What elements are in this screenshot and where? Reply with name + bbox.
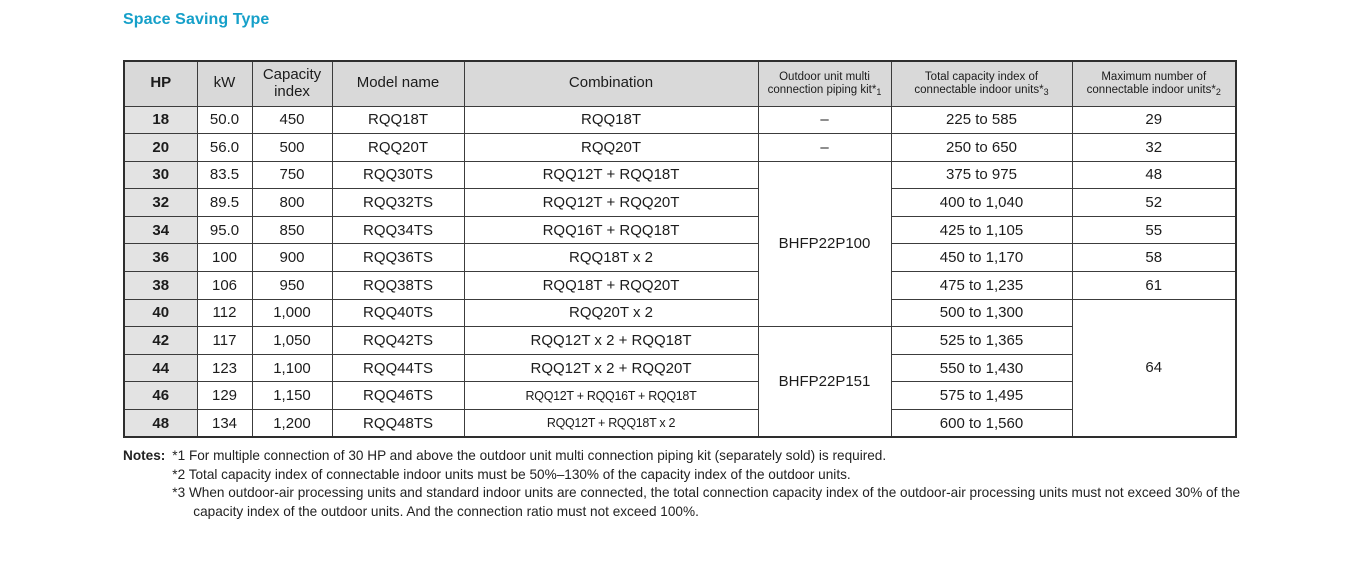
- cell-model-name: RQQ20T: [332, 134, 464, 162]
- column-header-piping-kit: Outdoor unit multi connection piping $kit*_1$: [758, 61, 891, 106]
- cell-combination: RQQ20T: [464, 134, 758, 162]
- cell-max-number: 55: [1072, 216, 1236, 244]
- table-row-hp-34: [124, 216, 1236, 244]
- cell-total-capacity: 400 to 1,040: [891, 189, 1072, 217]
- table-body: [124, 106, 1236, 437]
- cell-combination: RQQ12T x 2 + RQQ18T: [464, 327, 758, 355]
- cell-kw: 89.5: [197, 189, 252, 217]
- cell-kw: 95.0: [197, 216, 252, 244]
- table-row-hp-48: [124, 410, 1236, 438]
- column-header-hp: HP: [124, 61, 197, 106]
- cell-total-capacity: 450 to 1,170: [891, 244, 1072, 272]
- cell-kw: 56.0: [197, 134, 252, 162]
- cell-piping-kit: –: [758, 134, 891, 162]
- cell-capacity-index: 450: [252, 106, 332, 134]
- table-row-hp-20: [124, 134, 1236, 162]
- cell-model-name: RQQ44TS: [332, 354, 464, 382]
- cell-model-name: RQQ48TS: [332, 410, 464, 438]
- cell-max-number: 58: [1072, 244, 1236, 272]
- note-item-ref: *1: [172, 448, 189, 463]
- cell-kw: 100: [197, 244, 252, 272]
- cell-combination: RQQ12T + RQQ18T: [464, 161, 758, 189]
- cell-model-name: RQQ38TS: [332, 272, 464, 300]
- cell-piping-kit: BHFP22P151: [758, 327, 891, 437]
- cell-total-capacity: 375 to 975: [891, 161, 1072, 189]
- cell-total-capacity: 575 to 1,495: [891, 382, 1072, 410]
- cell-combination: RQQ18T: [464, 106, 758, 134]
- cell-hp: 40: [124, 299, 197, 327]
- cell-combination: RQQ12T x 2 + RQQ20T: [464, 354, 758, 382]
- table-row-hp-46: [124, 382, 1236, 410]
- cell-max-number: 61: [1072, 272, 1236, 300]
- cell-capacity-index: 500: [252, 134, 332, 162]
- column-header-max-number: Maximum number of connectable indoor $units*_2$: [1072, 61, 1236, 106]
- note-item-2: *2 Total capacity index of connectable indoor units must be 50%–130% of the capacity index of the outdoor units.: [172, 466, 851, 482]
- cell-model-name: RQQ30TS: [332, 161, 464, 189]
- note-ref-marker: $*_1$: [871, 83, 882, 97]
- cell-combination: RQQ12T + RQQ16T + RQQ18T: [464, 382, 758, 410]
- note-item-ref: *3: [172, 485, 189, 501]
- cell-hp: 46: [124, 382, 197, 410]
- cell-combination: RQQ12T + RQQ18T x 2: [464, 410, 758, 438]
- cell-kw: 123: [197, 354, 252, 382]
- cell-kw: 50.0: [197, 106, 252, 134]
- cell-hp: 30: [124, 161, 197, 189]
- page-title: Space Saving Type: [123, 11, 270, 28]
- space-saving-type-table: [123, 60, 1237, 438]
- column-header-combination: Combination: [464, 61, 758, 106]
- cell-model-name: RQQ34TS: [332, 216, 464, 244]
- cell-hp: 42: [124, 327, 197, 355]
- table-row-hp-40: [124, 299, 1236, 327]
- cell-hp: 20: [124, 134, 197, 162]
- cell-model-name: RQQ40TS: [332, 299, 464, 327]
- column-header-model-name: Model name: [332, 61, 464, 106]
- cell-kw: 134: [197, 410, 252, 438]
- cell-max-number: 64: [1072, 299, 1236, 437]
- cell-total-capacity: 500 to 1,300: [891, 299, 1072, 327]
- note-item-3: *3 When outdoor-air processing units and standard indoor units are connected, the total connection capacity index of the outdoor-air processing units must not exceed 30% of the capacity index of the outdoor units. And the connection ratio must not exceed 100%.: [172, 485, 1241, 519]
- cell-capacity-index: 750: [252, 161, 332, 189]
- cell-hp: 36: [124, 244, 197, 272]
- cell-total-capacity: 425 to 1,105: [891, 216, 1072, 244]
- cell-hp: 48: [124, 410, 197, 438]
- cell-kw: 83.5: [197, 161, 252, 189]
- cell-model-name: RQQ36TS: [332, 244, 464, 272]
- cell-total-capacity: 475 to 1,235: [891, 272, 1072, 300]
- cell-combination: RQQ18T + RQQ20T: [464, 272, 758, 300]
- notes-section: [123, 447, 1243, 521]
- cell-hp: 32: [124, 189, 197, 217]
- cell-model-name: RQQ46TS: [332, 382, 464, 410]
- cell-hp: 34: [124, 216, 197, 244]
- cell-piping-kit: BHFP22P100: [758, 161, 891, 327]
- cell-combination: RQQ18T x 2: [464, 244, 758, 272]
- cell-max-number: 29: [1072, 106, 1236, 134]
- table-row-hp-38: [124, 272, 1236, 300]
- cell-capacity-index: 1,150: [252, 382, 332, 410]
- cell-piping-kit: –: [758, 106, 891, 134]
- cell-capacity-index: 1,200: [252, 410, 332, 438]
- cell-combination: RQQ12T + RQQ20T: [464, 189, 758, 217]
- column-header-kw: kW: [197, 61, 252, 106]
- cell-total-capacity: 550 to 1,430: [891, 354, 1072, 382]
- cell-capacity-index: 950: [252, 272, 332, 300]
- table-row-hp-30: [124, 161, 1236, 189]
- cell-kw: 129: [197, 382, 252, 410]
- cell-combination: RQQ16T + RQQ18T: [464, 216, 758, 244]
- cell-hp: 38: [124, 272, 197, 300]
- table-row-hp-18: [124, 106, 1236, 134]
- notes-label: Notes:: [123, 448, 166, 463]
- cell-total-capacity: 525 to 1,365: [891, 327, 1072, 355]
- table-header: [124, 61, 1236, 106]
- note-item-ref: *2: [172, 466, 189, 482]
- table-row-hp-42: [124, 327, 1236, 355]
- cell-kw: 112: [197, 299, 252, 327]
- note-ref-marker: $*_3$: [1039, 83, 1049, 97]
- cell-capacity-index: 1,050: [252, 327, 332, 355]
- cell-capacity-index: 1,000: [252, 299, 332, 327]
- cell-capacity-index: 850: [252, 216, 332, 244]
- cell-model-name: RQQ32TS: [332, 189, 464, 217]
- cell-capacity-index: 900: [252, 244, 332, 272]
- cell-capacity-index: 1,100: [252, 354, 332, 382]
- column-header-capacity-index: Capacity index: [252, 61, 332, 106]
- cell-model-name: RQQ42TS: [332, 327, 464, 355]
- cell-kw: 106: [197, 272, 252, 300]
- table-header-row: [124, 61, 1236, 106]
- cell-kw: 117: [197, 327, 252, 355]
- note-item-1: *1 For multiple connection of 30 HP and above the outdoor unit multi connection piping kit (separately sold) is required.: [172, 448, 887, 463]
- cell-max-number: 48: [1072, 161, 1236, 189]
- cell-max-number: 32: [1072, 134, 1236, 162]
- note-ref-marker: $*_2$: [1211, 83, 1221, 97]
- cell-max-number: 52: [1072, 189, 1236, 217]
- table-row-hp-32: [124, 189, 1236, 217]
- cell-model-name: RQQ18T: [332, 106, 464, 134]
- table-row-hp-44: [124, 354, 1236, 382]
- table-row-hp-36: [124, 244, 1236, 272]
- cell-combination: RQQ20T x 2: [464, 299, 758, 327]
- cell-hp: 44: [124, 354, 197, 382]
- notes-list: [172, 447, 1243, 521]
- cell-total-capacity: 600 to 1,560: [891, 410, 1072, 438]
- cell-capacity-index: 800: [252, 189, 332, 217]
- cell-total-capacity: 225 to 585: [891, 106, 1072, 134]
- column-header-total-capacity: Total capacity index of connectable indoor $units*_3$: [891, 61, 1072, 106]
- cell-hp: 18: [124, 106, 197, 134]
- cell-total-capacity: 250 to 650: [891, 134, 1072, 162]
